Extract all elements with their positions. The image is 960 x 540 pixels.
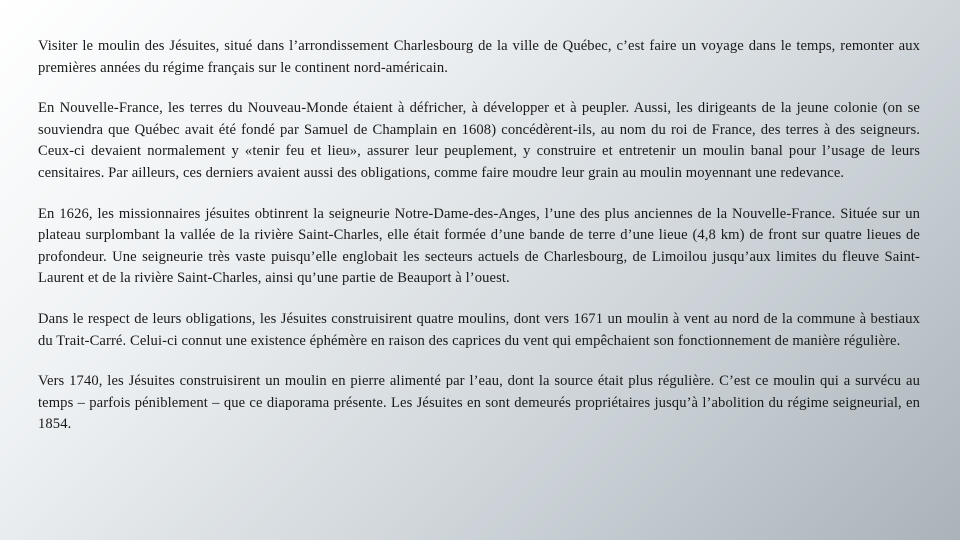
paragraph-moulin-pierre: Vers 1740, les Jésuites construisirent un moulin en pierre alimenté par l’eau, dont la source était plus régulière. C’est ce moulin qui a survécu au temps – parfois péniblement – que ce diaporama présente. Les Jésuites en sont demeurés propriétaires jusqu’à l’abolition du régime seigneurial, en 1854. [38, 373, 920, 433]
paragraph-quatre-moulins: Dans le respect de leurs obligations, les Jésuites construisirent quatre moulins, dont vers 1671 un moulin à vent au nord de la commune à bestiaux du Trait-Carré. Celui-ci connut une existence éphémère en raison des caprices du vent qui empêchaient son fonctionnement de manière régulière. [38, 310, 920, 349]
paragraph-seigneurie: En 1626, les missionnaires jésuites obtinrent la seigneurie Notre-Dame-des-Anges, l’une des plus anciennes de la Nouvelle-France. Située sur un plateau surplombant la vallée de la rivière Saint-Charles, elle était formée d’une bande de terre d’une lieue (4,8 km) de front sur quatre lieues de profondeur. Une seigneurie très vaste puisqu’elle englobait les secteurs actuels de Charlesbourg, de Limoilou jusqu’aux limites du fleuve Saint-Laurent et de la rivière Saint-Charles, ainsi qu’une partie de Beauport à l’ouest. [38, 205, 920, 287]
paragraph-nouvelle-france: En Nouvelle-France, les terres du Nouveau-Monde étaient à défricher, à développer et à peupler. Aussi, les dirigeants de la jeune colonie (on se souviendra que Québec avait été fondé par Samuel de Champlain en 1608) concédèrent-ils, au nom du roi de France, des terres à des seigneurs. Ceux-ci devaient normalement y «tenir feu et lieu», assurer leur peuplement, y construire et entretenir un moulin banal pour l’usage de leurs censitaires. Par ailleurs, ces derniers avaient aussi des obligations, comme faire moudre leur grain au moulin moyennant une redevance. [38, 100, 920, 181]
paragraph-intro: Visiter le moulin des Jésuites, situé dans l’arrondissement Charlesbourg de la ville de Québec, c’est faire un voyage dans le temps, remonter aux premières années du régime français sur le continent nord-américain. [38, 38, 920, 76]
